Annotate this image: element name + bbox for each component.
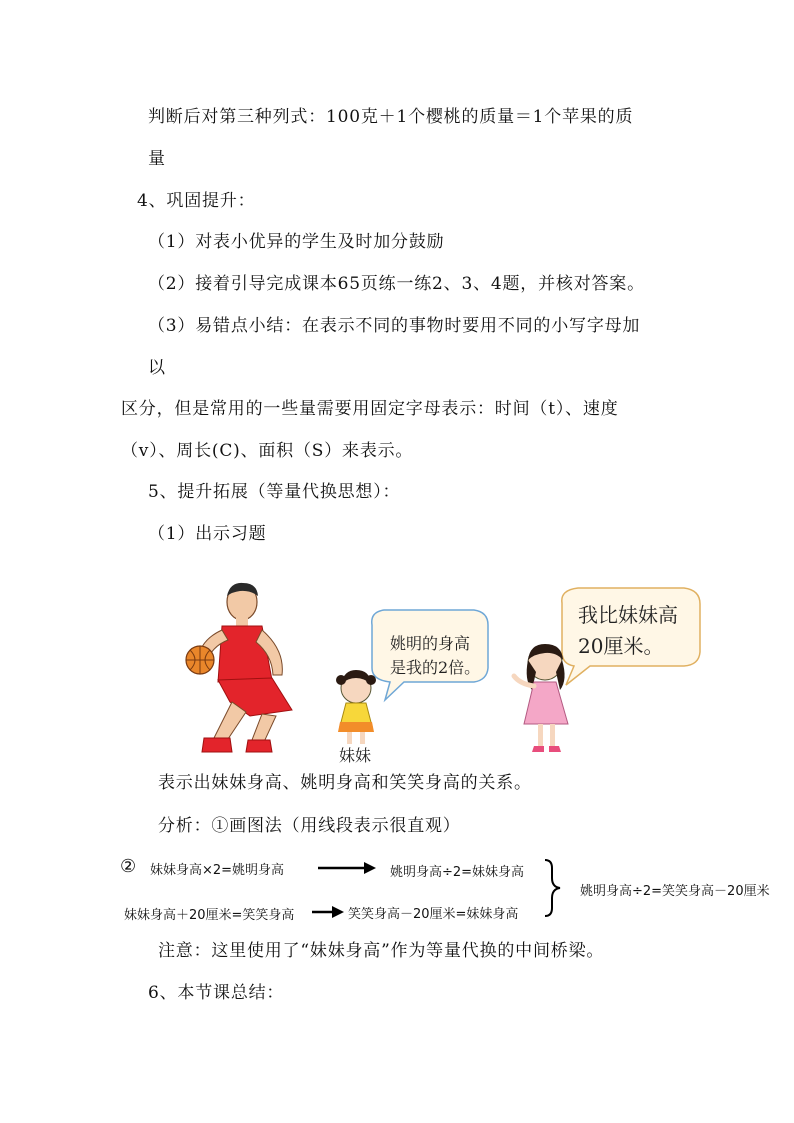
bubble1-line1: 姚明的身高 [390,634,471,653]
section-heading: 5、提升拓展（等量代换思想）： [148,482,401,502]
paragraph-line: （3）易错点小结：在表示不同的事物时要用不同的小写字母加 [148,316,641,336]
equation-3: 妹妹身高＋20厘米=笑笑身高 [124,908,295,923]
paragraph-line: 以 [148,358,166,378]
little-girl-figure [336,670,376,744]
bubble1-line2: 是我的2倍。 [390,658,481,677]
paragraph-line: 表示出妹妹身高、姚明身高和笑笑身高的关系。 [158,773,532,793]
paragraph-line: （1）出示习题 [148,524,267,544]
girl-label: 妹妹 [339,746,372,765]
paragraph-line: （1）对表小优异的学生及时加分鼓励 [148,232,445,252]
equation-1: 妹妹身高×2=姚明身高 [150,863,285,878]
paragraph-line: 判断后对第三种列式：100克＋1个樱桃的质量＝1个苹果的质 [148,107,634,127]
section-heading: 4、巩固提升： [137,191,256,211]
paragraph-line: 区分，但是常用的一些量需要用固定字母表示：时间（t）、速度 [121,399,619,419]
paragraph-line: （2）接着引导完成课本65页练一练2、3、4题，并核对答案。 [148,274,645,294]
equation-result: 姚明身高÷2=笑笑身高－20厘米 [580,884,770,899]
equation-2: 姚明身高÷2=妹妹身高 [390,865,525,880]
method-marker: ② [120,856,137,877]
bubble2-line2: 20厘米。 [578,634,664,658]
right-brace [545,860,560,916]
equation-4: 笑笑身高－20厘米=妹妹身高 [348,907,519,922]
section-heading: 6、本节课总结： [148,983,285,1003]
basketball-player-figure [186,583,292,752]
xiaoxiao-girl-figure [514,644,568,752]
paragraph-line: 量 [148,149,166,169]
paragraph-line: （v）、周长(C)、面积（S）来表示。 [121,441,414,461]
paragraph-line: 注意：这里使用了“妹妹身高”作为等量代换的中间桥梁。 [158,941,605,961]
bubble2-line1: 我比妹妹高 [578,603,678,627]
paragraph-line: 分析：①画图法（用线段表示很直观） [158,816,461,836]
